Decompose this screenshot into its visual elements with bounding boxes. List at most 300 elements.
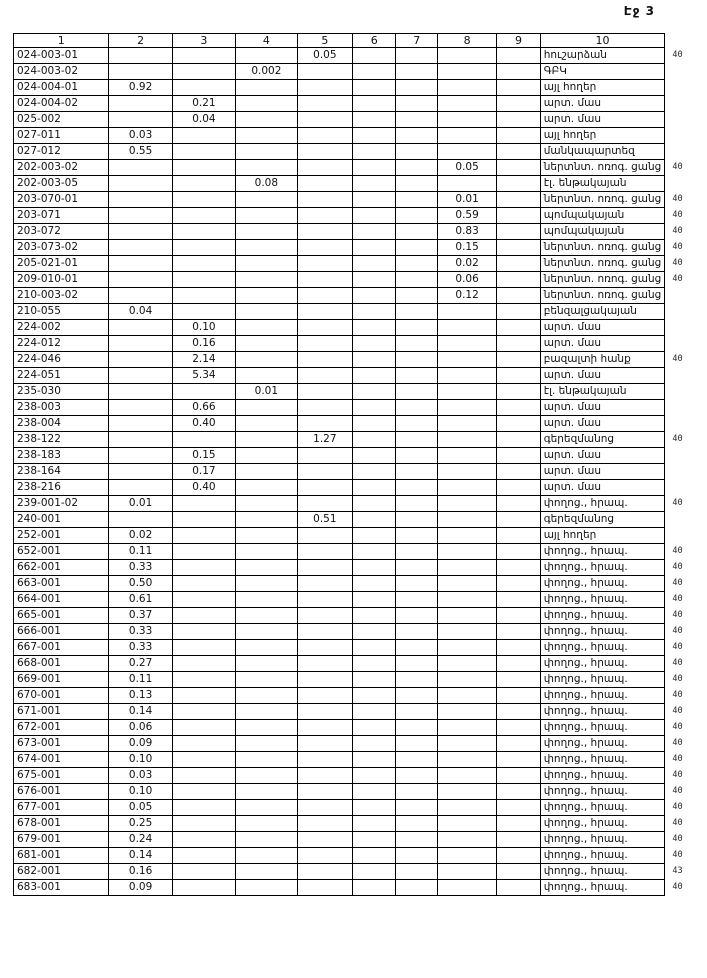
cell-label: փողոց., հրապ. <box>540 880 665 896</box>
cell-value <box>172 256 235 272</box>
cell-value <box>236 528 298 544</box>
table-row <box>14 144 707 160</box>
cell-value <box>353 768 396 784</box>
cell-value: 0.13 <box>109 688 172 704</box>
cell-value <box>396 256 437 272</box>
margin-note <box>665 384 707 400</box>
cell-label: այլ հողեր <box>540 528 665 544</box>
margin-note: 40 <box>672 434 683 444</box>
cell-value <box>497 432 540 448</box>
cell-value <box>497 448 540 464</box>
margin-note: 40 <box>672 818 683 828</box>
cell-value <box>353 304 396 320</box>
table-row <box>14 400 707 416</box>
cell-code: 666-001 <box>14 624 109 640</box>
cell-code: 668-001 <box>14 656 109 672</box>
cell-value <box>297 464 352 480</box>
table-row <box>14 624 707 640</box>
cell-value: 0.83 <box>437 224 496 240</box>
cell-value <box>497 656 540 672</box>
table-row <box>14 336 707 352</box>
cell-value <box>437 352 496 368</box>
cell-code: 203-072 <box>14 224 109 240</box>
cell-value <box>353 288 396 304</box>
margin-note: 40 <box>672 546 683 556</box>
cell-value <box>353 816 396 832</box>
cell-value <box>297 352 352 368</box>
table-row <box>14 288 707 304</box>
cell-value <box>172 304 235 320</box>
cell-value <box>497 384 540 400</box>
cell-value <box>353 880 396 896</box>
margin-note <box>665 400 707 416</box>
cell-value: 0.25 <box>109 816 172 832</box>
cell-label: ներտնտ. ոռոգ. ցանց <box>540 192 665 208</box>
margin-note <box>665 512 707 528</box>
cell-value <box>396 592 437 608</box>
cell-code: 238-216 <box>14 480 109 496</box>
cell-value <box>497 864 540 880</box>
table-row <box>14 416 707 432</box>
margin-note: 40 <box>672 354 683 364</box>
margin-note: 40 <box>672 722 683 732</box>
cell-value <box>497 320 540 336</box>
table-row <box>14 464 707 480</box>
cell-code: 681-001 <box>14 848 109 864</box>
cell-value <box>437 736 496 752</box>
cell-label: ներտնտ. ոռոգ. ցանց <box>540 160 665 176</box>
cell-value <box>109 480 172 496</box>
cell-value <box>236 48 298 64</box>
table-row <box>14 256 707 272</box>
cell-value <box>297 240 352 256</box>
cell-value <box>236 112 298 128</box>
cell-value <box>396 816 437 832</box>
cell-value: 0.09 <box>109 736 172 752</box>
cell-value <box>437 768 496 784</box>
cell-value <box>297 816 352 832</box>
cell-code: 240-001 <box>14 512 109 528</box>
cell-value <box>297 128 352 144</box>
cell-value <box>109 64 172 80</box>
cell-value <box>396 48 437 64</box>
table-row <box>14 368 707 384</box>
cell-value <box>353 160 396 176</box>
table-row <box>14 576 707 592</box>
cell-value <box>236 448 298 464</box>
cell-code: 027-012 <box>14 144 109 160</box>
column-header-1: 1 <box>14 34 109 48</box>
cell-value <box>437 640 496 656</box>
cell-value <box>437 336 496 352</box>
cell-value <box>353 352 396 368</box>
cell-value <box>172 832 235 848</box>
cell-value <box>236 336 298 352</box>
cell-value <box>297 784 352 800</box>
cell-value <box>297 384 352 400</box>
cell-label: ներտնտ. ոռոգ. ցանց <box>540 240 665 256</box>
cell-value <box>497 224 540 240</box>
cell-value <box>437 400 496 416</box>
cell-value <box>396 144 437 160</box>
cell-value <box>497 496 540 512</box>
margin-note: 40 <box>672 738 683 748</box>
cell-value <box>172 192 235 208</box>
cell-value <box>236 560 298 576</box>
table-row <box>14 272 707 288</box>
table-row <box>14 352 707 368</box>
cell-label: արտ. մաս <box>540 320 665 336</box>
margin-note <box>665 176 707 192</box>
cell-value: 0.14 <box>109 704 172 720</box>
cell-value <box>396 224 437 240</box>
cell-value <box>396 528 437 544</box>
cell-value <box>396 368 437 384</box>
cell-value <box>297 832 352 848</box>
table-row <box>14 528 707 544</box>
cell-code: 676-001 <box>14 784 109 800</box>
cell-value <box>297 560 352 576</box>
table-row <box>14 192 707 208</box>
cell-value: 0.16 <box>172 336 235 352</box>
cell-value <box>353 448 396 464</box>
cell-value <box>236 160 298 176</box>
cell-value <box>437 48 496 64</box>
cell-value <box>236 880 298 896</box>
cell-value <box>172 784 235 800</box>
table-body <box>14 48 707 896</box>
cell-value <box>172 128 235 144</box>
cell-label: գերեզմանոց <box>540 432 665 448</box>
cell-value <box>497 176 540 192</box>
cell-code: 203-070-01 <box>14 192 109 208</box>
cell-value <box>236 672 298 688</box>
cell-value <box>497 288 540 304</box>
cell-value: 0.08 <box>236 176 298 192</box>
cell-value <box>396 192 437 208</box>
cell-code: 210-003-02 <box>14 288 109 304</box>
cell-value: 0.02 <box>109 528 172 544</box>
cell-value <box>396 768 437 784</box>
cell-value <box>109 432 172 448</box>
cell-label: էլ. ենթակայան <box>540 176 665 192</box>
cell-value <box>396 288 437 304</box>
margin-note <box>665 128 707 144</box>
cell-value <box>353 368 396 384</box>
cell-value <box>497 144 540 160</box>
cell-value <box>236 368 298 384</box>
cell-label: արտ. մաս <box>540 336 665 352</box>
cell-code: 224-012 <box>14 336 109 352</box>
cell-value <box>353 528 396 544</box>
cell-label: փողոց., հրապ. <box>540 704 665 720</box>
cell-value <box>353 784 396 800</box>
cell-code: 024-003-01 <box>14 48 109 64</box>
cell-value <box>109 288 172 304</box>
cell-value <box>172 720 235 736</box>
margin-spacer <box>665 34 707 48</box>
column-header-7: 7 <box>396 34 437 48</box>
cell-value <box>109 512 172 528</box>
cell-value <box>497 688 540 704</box>
cell-value <box>172 80 235 96</box>
cell-value <box>396 336 437 352</box>
cell-value <box>353 128 396 144</box>
cell-value <box>109 464 172 480</box>
cell-value <box>172 736 235 752</box>
cell-value <box>172 384 235 400</box>
cell-value <box>172 160 235 176</box>
margin-note: 40 <box>672 626 683 636</box>
cell-label: փողոց., հրապ. <box>540 544 665 560</box>
cell-value <box>236 256 298 272</box>
cell-value <box>236 624 298 640</box>
cell-value <box>497 592 540 608</box>
cell-value <box>437 448 496 464</box>
cell-label: փողոց., հրապ. <box>540 832 665 848</box>
cell-value: 0.06 <box>437 272 496 288</box>
cell-value: 0.10 <box>109 784 172 800</box>
table-row <box>14 128 707 144</box>
cell-value: 0.33 <box>109 640 172 656</box>
cell-value <box>353 192 396 208</box>
cell-value <box>353 336 396 352</box>
cell-value <box>236 832 298 848</box>
cell-code: 678-001 <box>14 816 109 832</box>
cell-label: արտ. մաս <box>540 96 665 112</box>
cell-value <box>297 640 352 656</box>
cell-value <box>396 464 437 480</box>
cell-value <box>396 432 437 448</box>
cell-label: արտ. մաս <box>540 368 665 384</box>
margin-note <box>665 336 707 352</box>
cell-value: 0.55 <box>109 144 172 160</box>
cell-value <box>353 320 396 336</box>
cell-value: 0.01 <box>109 496 172 512</box>
cell-code: 663-001 <box>14 576 109 592</box>
cell-value <box>497 272 540 288</box>
cell-value <box>437 656 496 672</box>
cell-value: 0.09 <box>109 880 172 896</box>
cell-code: 224-046 <box>14 352 109 368</box>
cell-label: փողոց., հրապ. <box>540 752 665 768</box>
cell-value <box>109 352 172 368</box>
cell-code: 670-001 <box>14 688 109 704</box>
cell-value <box>109 448 172 464</box>
cell-value <box>297 752 352 768</box>
cell-code: 238-003 <box>14 400 109 416</box>
cell-label: փողոց., հրապ. <box>540 496 665 512</box>
cell-value <box>353 704 396 720</box>
cell-label: բենզալցակայան <box>540 304 665 320</box>
cell-value <box>437 496 496 512</box>
cell-value <box>396 720 437 736</box>
table-row <box>14 240 707 256</box>
cell-value <box>396 496 437 512</box>
cell-value <box>396 544 437 560</box>
cell-value <box>353 416 396 432</box>
cell-value <box>236 288 298 304</box>
cell-value: 0.27 <box>109 656 172 672</box>
cell-value <box>297 80 352 96</box>
margin-note: 40 <box>672 834 683 844</box>
cell-value <box>236 240 298 256</box>
cell-value <box>109 160 172 176</box>
cell-value <box>353 560 396 576</box>
cell-value <box>437 464 496 480</box>
cell-value <box>297 176 352 192</box>
cell-value: 2.14 <box>172 352 235 368</box>
cell-value <box>109 416 172 432</box>
cell-value <box>172 608 235 624</box>
cell-value: 0.05 <box>109 800 172 816</box>
margin-note: 40 <box>672 194 683 204</box>
cell-value <box>353 496 396 512</box>
cell-value: 0.02 <box>437 256 496 272</box>
cell-value <box>437 784 496 800</box>
cell-code: 238-122 <box>14 432 109 448</box>
cell-code: 674-001 <box>14 752 109 768</box>
cell-value <box>437 304 496 320</box>
table-row <box>14 176 707 192</box>
cell-value: 0.33 <box>109 624 172 640</box>
cell-value <box>236 80 298 96</box>
cell-value <box>353 800 396 816</box>
cell-value <box>497 208 540 224</box>
cell-value <box>497 768 540 784</box>
header-row <box>14 34 707 48</box>
cell-value <box>109 400 172 416</box>
cell-value <box>497 800 540 816</box>
cell-value <box>497 480 540 496</box>
cell-value <box>396 208 437 224</box>
cell-value <box>109 368 172 384</box>
cell-value <box>172 624 235 640</box>
cell-value <box>497 112 540 128</box>
cell-label: փողոց., հրապ. <box>540 848 665 864</box>
cell-label: արտ. մաս <box>540 400 665 416</box>
cell-value <box>437 864 496 880</box>
cell-value <box>297 304 352 320</box>
cell-value <box>297 192 352 208</box>
cell-value <box>172 672 235 688</box>
column-header-9: 9 <box>497 34 540 48</box>
cell-value <box>497 784 540 800</box>
cell-value <box>396 272 437 288</box>
cell-value <box>437 704 496 720</box>
cell-value <box>353 256 396 272</box>
cell-value <box>353 480 396 496</box>
margin-note: 40 <box>672 802 683 812</box>
cell-value <box>297 704 352 720</box>
cell-code: 024-004-01 <box>14 80 109 96</box>
cell-value <box>437 368 496 384</box>
margin-note <box>665 320 707 336</box>
cell-value: 0.01 <box>437 192 496 208</box>
cell-value <box>437 592 496 608</box>
table-row <box>14 432 707 448</box>
cell-value <box>297 400 352 416</box>
cell-value <box>396 880 437 896</box>
cell-value: 0.51 <box>297 512 352 528</box>
margin-note: 40 <box>672 754 683 764</box>
cell-value <box>497 608 540 624</box>
cell-value <box>437 512 496 528</box>
cell-value <box>353 688 396 704</box>
cell-code: 673-001 <box>14 736 109 752</box>
cell-value <box>109 272 172 288</box>
cell-value <box>236 736 298 752</box>
cell-value <box>497 640 540 656</box>
cell-code: 252-001 <box>14 528 109 544</box>
cell-value <box>437 176 496 192</box>
cell-value <box>172 576 235 592</box>
cell-value <box>437 384 496 400</box>
cell-value <box>236 848 298 864</box>
cell-value <box>236 416 298 432</box>
cell-value <box>297 736 352 752</box>
cell-label: այլ հողեր <box>540 128 665 144</box>
cell-value: 0.40 <box>172 416 235 432</box>
cell-value: 0.03 <box>109 128 172 144</box>
cell-value <box>236 576 298 592</box>
cell-value <box>297 656 352 672</box>
cell-value <box>172 288 235 304</box>
table-row <box>14 496 707 512</box>
cell-value <box>396 656 437 672</box>
cell-code: 203-073-02 <box>14 240 109 256</box>
cell-value <box>297 320 352 336</box>
table-row <box>14 848 707 864</box>
table-row <box>14 656 707 672</box>
cell-value: 0.61 <box>109 592 172 608</box>
margin-note <box>665 368 707 384</box>
cell-value <box>497 704 540 720</box>
cell-value <box>297 496 352 512</box>
cell-value <box>396 480 437 496</box>
cell-value <box>236 400 298 416</box>
cell-value <box>353 112 396 128</box>
cell-value <box>353 464 396 480</box>
cell-value <box>353 736 396 752</box>
cell-value <box>109 320 172 336</box>
cell-value <box>497 304 540 320</box>
cell-code: 662-001 <box>14 560 109 576</box>
margin-note: 40 <box>672 274 683 284</box>
cell-value <box>396 784 437 800</box>
cell-value <box>396 688 437 704</box>
table-row <box>14 64 707 80</box>
cell-value <box>297 480 352 496</box>
cell-value: 0.10 <box>172 320 235 336</box>
cell-value <box>353 832 396 848</box>
cell-value <box>396 176 437 192</box>
cell-value <box>437 560 496 576</box>
cell-label: ներտնտ. ոռոգ. ցանց <box>540 272 665 288</box>
cell-value <box>396 416 437 432</box>
cell-value <box>172 64 235 80</box>
cell-value <box>437 752 496 768</box>
cell-value <box>297 720 352 736</box>
cell-label: արտ. մաս <box>540 112 665 128</box>
cell-label: հուշարձան <box>540 48 665 64</box>
cell-value <box>497 48 540 64</box>
margin-note: 40 <box>672 210 683 220</box>
cell-value <box>236 816 298 832</box>
cell-value <box>497 96 540 112</box>
cell-value <box>172 528 235 544</box>
cell-value <box>497 400 540 416</box>
